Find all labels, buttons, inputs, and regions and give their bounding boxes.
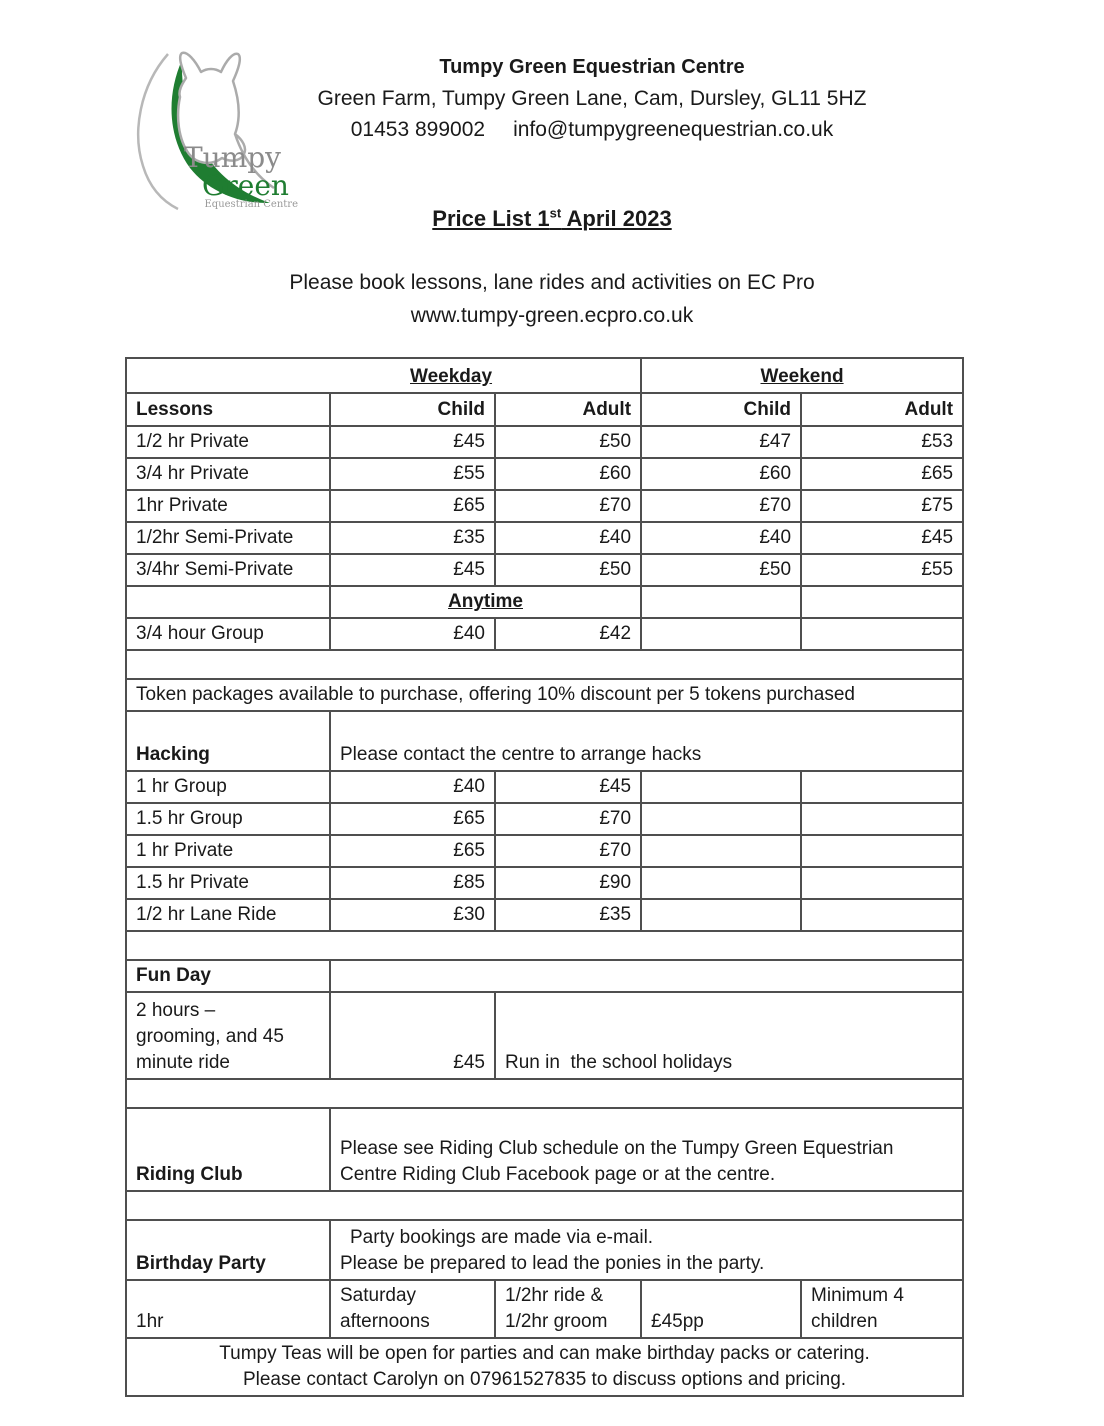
fun-day-price: £45 (330, 992, 495, 1079)
hacking-price-2: £45 (495, 771, 641, 803)
hacking-price-2: £70 (495, 835, 641, 867)
weekday-child-price: £45 (330, 554, 495, 586)
hacking-row (126, 867, 963, 899)
weekend-child-price: £50 (641, 554, 801, 586)
empty-cell (641, 867, 801, 899)
weekend-adult-price: £65 (801, 458, 963, 490)
birthday-party-row (126, 1220, 963, 1280)
empty-cell (126, 1079, 963, 1108)
weekend-header-label: Weekend (760, 366, 844, 387)
empty-cell (641, 835, 801, 867)
birthday-what: 1/2hr ride & 1/2hr groom (495, 1280, 641, 1338)
riding-club-section-label: Riding Club (126, 1108, 330, 1191)
weekend-adult-price: £45 (801, 522, 963, 554)
logo-word-tumpy: Tumpy (184, 141, 282, 174)
lesson-label: 1/2 hr Private (126, 426, 330, 458)
lesson-row (126, 522, 963, 554)
empty-cell (801, 586, 963, 618)
hacking-price-1: £65 (330, 835, 495, 867)
birthday-minimum: Minimum 4 children (801, 1280, 963, 1338)
group-lesson-row (126, 618, 963, 650)
logo-word-equestrian-centre: Equestrian Centre (204, 199, 298, 210)
hacking-price-2: £90 (495, 867, 641, 899)
weekend-child-price: £40 (641, 522, 801, 554)
hacking-label: 1.5 hr Group (126, 803, 330, 835)
org-name: Tumpy Green Equestrian Centre (439, 56, 745, 78)
lesson-row (126, 554, 963, 586)
spacer-row (126, 1079, 963, 1108)
booking-website: www.tumpy-green.ecpro.co.uk (410, 304, 694, 327)
weekday-child-column-header: Child (330, 393, 495, 426)
lesson-label: 1/2hr Semi-Private (126, 522, 330, 554)
birthday-party-note-line2: Please be prepared to lead the ponies in the party. (340, 1253, 765, 1274)
fun-day-description (126, 992, 330, 1079)
hacking-label: 1 hr Private (126, 835, 330, 867)
lesson-row (126, 458, 963, 490)
catering-note-line1: Tumpy Teas will be open for parties and can make birthday packs or catering. (219, 1343, 870, 1364)
hacking-label: 1/2 hr Lane Ride (126, 899, 330, 931)
empty-cell (641, 899, 801, 931)
spacer-row (126, 931, 963, 960)
hacking-row (126, 803, 963, 835)
catering-note-line2: Please contact Carolyn on 07961527835 to discuss options and pricing. (242, 1369, 847, 1390)
fun-day-description-line2: grooming, and 45 (136, 1026, 284, 1047)
hacking-row (126, 771, 963, 803)
weekday-child-price: £65 (330, 490, 495, 522)
weekday-adult-column-header: Adult (495, 393, 641, 426)
empty-cell (641, 586, 801, 618)
fun-day-detail-row (126, 992, 963, 1079)
booking-instructions (0, 266, 1104, 332)
empty-cell (801, 618, 963, 650)
weekend-child-column-header: Child (641, 393, 801, 426)
spacer-row (126, 650, 963, 679)
fun-day-note: Run in the school holidays (495, 992, 963, 1079)
empty-cell (330, 960, 963, 992)
hacking-price-2: £70 (495, 803, 641, 835)
weekday-child-price: £45 (330, 426, 495, 458)
weekday-adult-price: £50 (495, 554, 641, 586)
weekday-adult-price: £40 (495, 522, 641, 554)
weekday-child-price: £55 (330, 458, 495, 490)
token-note: Token packages available to purchase, offering 10% discount per 5 tokens purchased (126, 679, 963, 711)
birthday-when: Saturday afternoons (330, 1280, 495, 1338)
empty-cell (801, 867, 963, 899)
email-address: info@tumpygreenequestrian.co.uk (513, 118, 834, 141)
anytime-header (330, 586, 641, 618)
empty-cell (126, 650, 963, 679)
group-child-price: £40 (330, 618, 495, 650)
page-title (0, 206, 1104, 232)
empty-cell (801, 771, 963, 803)
table-row-column-headers (126, 393, 963, 426)
lesson-label: 1hr Private (126, 490, 330, 522)
title-prefix: Price List 1 (432, 206, 550, 232)
hacking-price-1: £85 (330, 867, 495, 899)
group-adult-price: £42 (495, 618, 641, 650)
hacking-price-1: £65 (330, 803, 495, 835)
weekday-adult-price: £50 (495, 426, 641, 458)
birthday-party-note (330, 1220, 963, 1280)
weekday-child-price: £35 (330, 522, 495, 554)
riding-club-note (330, 1108, 963, 1191)
fun-day-description-line3: minute ride (136, 1052, 230, 1073)
empty-cell (641, 771, 801, 803)
riding-club-row (126, 1108, 963, 1191)
hacking-row (126, 835, 963, 867)
lesson-label: 3/4 hour Group (126, 618, 330, 650)
lesson-row (126, 490, 963, 522)
contact-line (80, 114, 1104, 145)
empty-cell (126, 931, 963, 960)
spacer-row (126, 1191, 963, 1220)
hacking-label: 1 hr Group (126, 771, 330, 803)
fun-day-section-label: Fun Day (126, 960, 330, 992)
empty-cell (801, 899, 963, 931)
hacking-price-2: £35 (495, 899, 641, 931)
birthday-party-note-line1: Party bookings are made via e-mail. (350, 1227, 654, 1248)
weekend-adult-price: £55 (801, 554, 963, 586)
weekday-adult-price: £60 (495, 458, 641, 490)
weekend-child-price: £60 (641, 458, 801, 490)
phone-number: 01453 899002 (350, 118, 486, 141)
birthday-party-section-label: Birthday Party (126, 1220, 330, 1280)
hacking-label: 1.5 hr Private (126, 867, 330, 899)
hacking-row (126, 899, 963, 931)
lessons-column-header: Lessons (126, 393, 330, 426)
catering-note-row (126, 1338, 963, 1396)
booking-instructions-line1: Please book lessons, lane rides and activities on EC Pro (289, 271, 815, 294)
token-note-row (126, 679, 963, 711)
birthday-duration: 1hr (126, 1280, 330, 1338)
weekday-header-label: Weekday (410, 366, 493, 387)
price-table (125, 357, 964, 1397)
empty-cell (126, 586, 330, 618)
hacking-note: Please contact the centre to arrange hacks (330, 711, 963, 771)
lesson-label: 3/4 hr Private (126, 458, 330, 490)
weekend-adult-price: £75 (801, 490, 963, 522)
weekend-child-price: £70 (641, 490, 801, 522)
weekday-adult-price: £70 (495, 490, 641, 522)
lesson-row (126, 426, 963, 458)
fun-day-header-row (126, 960, 963, 992)
hacking-header-row (126, 711, 963, 771)
riding-club-note-line1: Please see Riding Club schedule on the Tumpy Green Equestrian (340, 1138, 894, 1159)
catering-note (126, 1338, 963, 1396)
logo-word-green: Green (202, 169, 289, 202)
weekend-header (641, 358, 963, 393)
empty-cell (801, 803, 963, 835)
birthday-detail-row (126, 1280, 963, 1338)
lesson-label: 3/4hr Semi-Private (126, 554, 330, 586)
empty-cell (126, 1191, 963, 1220)
hacking-section-label: Hacking (126, 711, 330, 771)
empty-cell (641, 803, 801, 835)
document-header (80, 52, 1104, 145)
title-superscript: st (549, 206, 562, 221)
weekday-header (126, 358, 641, 393)
org-address: Green Farm, Tumpy Green Lane, Cam, Dursley, GL11 5HZ (317, 87, 867, 110)
riding-club-note-line2: Centre Riding Club Facebook page or at the centre. (340, 1164, 776, 1185)
fun-day-description-line1: 2 hours – (136, 1000, 216, 1021)
hacking-price-1: £30 (330, 899, 495, 931)
weekend-child-price: £47 (641, 426, 801, 458)
empty-cell (641, 618, 801, 650)
weekend-adult-column-header: Adult (801, 393, 963, 426)
empty-cell (801, 835, 963, 867)
anytime-label: Anytime (448, 591, 523, 612)
title-suffix: April 2023 (561, 206, 672, 232)
table-row-group-headers (126, 358, 963, 393)
hacking-price-1: £40 (330, 771, 495, 803)
anytime-row (126, 586, 963, 618)
birthday-price: £45pp (641, 1280, 801, 1338)
weekend-adult-price: £53 (801, 426, 963, 458)
